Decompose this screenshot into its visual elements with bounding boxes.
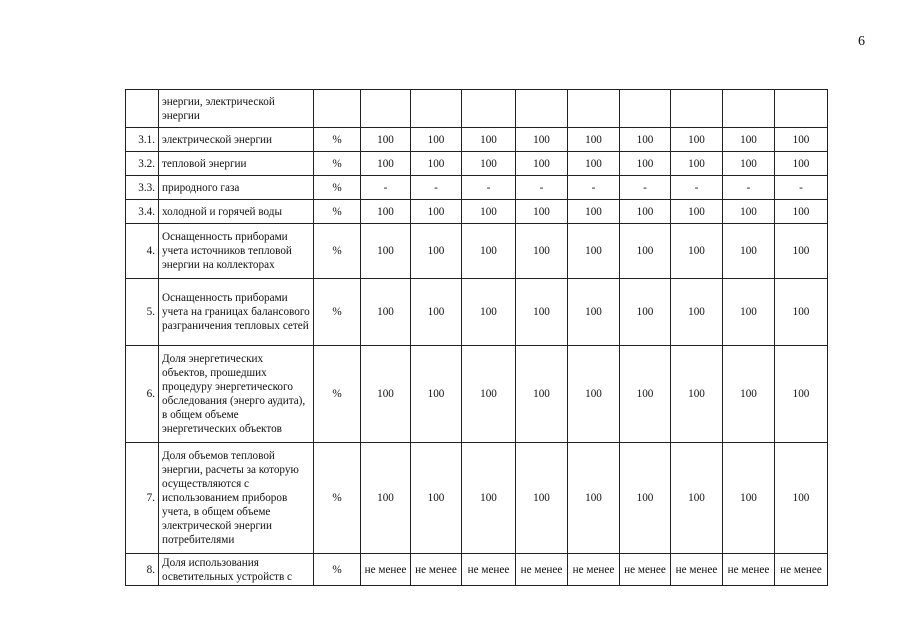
- value-cell: 100: [411, 346, 462, 443]
- row-unit: %: [314, 554, 361, 586]
- row-number: 3.3.: [126, 176, 159, 200]
- value-cell: 100: [723, 152, 775, 176]
- row-unit: %: [314, 128, 361, 152]
- value-cell: [361, 90, 411, 128]
- row-unit: [314, 90, 361, 128]
- value-cell: 100: [620, 152, 671, 176]
- value-cell: 100: [462, 346, 516, 443]
- value-cell: 100: [516, 200, 568, 224]
- table-row: [126, 554, 828, 586]
- table-row: [126, 279, 828, 346]
- row-name: Оснащенность приборами учета на границах балансового разграничения тепловых сетей: [159, 279, 314, 346]
- row-unit: %: [314, 279, 361, 346]
- value-cell: 100: [568, 224, 620, 279]
- row-number: 3.2.: [126, 152, 159, 176]
- row-name: Доля использования осветительных устройств с: [159, 554, 314, 586]
- value-cell: 100: [361, 200, 411, 224]
- value-cell: не менее: [568, 554, 620, 586]
- value-cell: 100: [516, 128, 568, 152]
- table-row: [126, 90, 828, 128]
- value-cell: [568, 90, 620, 128]
- indicators-table: [125, 89, 828, 586]
- value-cell: 100: [775, 279, 828, 346]
- row-unit: %: [314, 346, 361, 443]
- value-cell: 100: [775, 152, 828, 176]
- row-number: 3.1.: [126, 128, 159, 152]
- value-cell: 100: [462, 224, 516, 279]
- value-cell: 100: [671, 279, 723, 346]
- value-cell: -: [620, 176, 671, 200]
- row-name: холодной и горячей воды: [159, 200, 314, 224]
- value-cell: 100: [775, 443, 828, 554]
- table-row: [126, 443, 828, 554]
- value-cell: 100: [462, 200, 516, 224]
- value-cell: [671, 90, 723, 128]
- row-number: 7.: [126, 443, 159, 554]
- value-cell: 100: [723, 128, 775, 152]
- row-number: [126, 90, 159, 128]
- value-cell: 100: [411, 200, 462, 224]
- value-cell: -: [516, 176, 568, 200]
- value-cell: 100: [361, 346, 411, 443]
- value-cell: 100: [620, 200, 671, 224]
- value-cell: 100: [568, 443, 620, 554]
- value-cell: 100: [620, 346, 671, 443]
- value-cell: 100: [516, 224, 568, 279]
- value-cell: -: [723, 176, 775, 200]
- row-number: 3.4.: [126, 200, 159, 224]
- value-cell: 100: [462, 279, 516, 346]
- value-cell: 100: [361, 279, 411, 346]
- row-unit: %: [314, 176, 361, 200]
- row-name: Доля объемов тепловой энергии, расчеты за которую осуществляются с использованием приборов учета, в общем объеме электрической энергии потребителями: [159, 443, 314, 554]
- table-row: [126, 200, 828, 224]
- row-unit: %: [314, 224, 361, 279]
- value-cell: 100: [723, 279, 775, 346]
- value-cell: не менее: [411, 554, 462, 586]
- table-row: [126, 176, 828, 200]
- value-cell: 100: [411, 224, 462, 279]
- value-cell: 100: [516, 279, 568, 346]
- value-cell: 100: [671, 346, 723, 443]
- value-cell: 100: [462, 152, 516, 176]
- row-name: Доля энергетических объектов, прошедших процедуру энергетического обследования (энерго аудита), в общем объеме энергетических объектов: [159, 346, 314, 443]
- value-cell: 100: [671, 443, 723, 554]
- row-name: природного газа: [159, 176, 314, 200]
- value-cell: 100: [568, 200, 620, 224]
- row-name: электрической энергии: [159, 128, 314, 152]
- value-cell: [462, 90, 516, 128]
- value-cell: [620, 90, 671, 128]
- value-cell: 100: [620, 128, 671, 152]
- value-cell: не менее: [462, 554, 516, 586]
- value-cell: не менее: [361, 554, 411, 586]
- value-cell: 100: [775, 200, 828, 224]
- value-cell: 100: [620, 443, 671, 554]
- value-cell: -: [671, 176, 723, 200]
- value-cell: не менее: [671, 554, 723, 586]
- value-cell: 100: [671, 224, 723, 279]
- value-cell: 100: [568, 346, 620, 443]
- value-cell: 100: [671, 128, 723, 152]
- value-cell: 100: [411, 443, 462, 554]
- value-cell: 100: [775, 128, 828, 152]
- row-unit: %: [314, 152, 361, 176]
- value-cell: [411, 90, 462, 128]
- value-cell: 100: [516, 152, 568, 176]
- value-cell: [516, 90, 568, 128]
- value-cell: не менее: [723, 554, 775, 586]
- row-unit: %: [314, 443, 361, 554]
- value-cell: 100: [671, 200, 723, 224]
- value-cell: не менее: [620, 554, 671, 586]
- value-cell: 100: [361, 152, 411, 176]
- value-cell: не менее: [775, 554, 828, 586]
- value-cell: [723, 90, 775, 128]
- row-unit: %: [314, 200, 361, 224]
- value-cell: -: [411, 176, 462, 200]
- value-cell: 100: [775, 224, 828, 279]
- table-row: [126, 224, 828, 279]
- value-cell: 100: [411, 152, 462, 176]
- value-cell: 100: [671, 152, 723, 176]
- value-cell: -: [775, 176, 828, 200]
- value-cell: 100: [568, 279, 620, 346]
- value-cell: 100: [723, 200, 775, 224]
- value-cell: 100: [516, 443, 568, 554]
- value-cell: 100: [462, 128, 516, 152]
- value-cell: 100: [568, 152, 620, 176]
- table-row: [126, 346, 828, 443]
- row-number: 6.: [126, 346, 159, 443]
- value-cell: 100: [516, 346, 568, 443]
- value-cell: не менее: [516, 554, 568, 586]
- value-cell: 100: [462, 443, 516, 554]
- row-name: Оснащенность приборами учета источников тепловой энергии на коллекторах: [159, 224, 314, 279]
- page-number: 6: [858, 34, 865, 49]
- value-cell: 100: [723, 224, 775, 279]
- value-cell: 100: [775, 346, 828, 443]
- value-cell: 100: [723, 443, 775, 554]
- row-number: 8.: [126, 554, 159, 586]
- value-cell: 100: [361, 128, 411, 152]
- row-name: тепловой энергии: [159, 152, 314, 176]
- value-cell: 100: [411, 128, 462, 152]
- value-cell: -: [462, 176, 516, 200]
- value-cell: 100: [723, 346, 775, 443]
- value-cell: 100: [361, 443, 411, 554]
- value-cell: 100: [568, 128, 620, 152]
- value-cell: 100: [620, 279, 671, 346]
- table-row: [126, 128, 828, 152]
- row-number: 4.: [126, 224, 159, 279]
- value-cell: 100: [411, 279, 462, 346]
- row-number: 5.: [126, 279, 159, 346]
- value-cell: 100: [361, 224, 411, 279]
- row-name: энергии, электрической энергии: [159, 90, 314, 128]
- value-cell: -: [361, 176, 411, 200]
- value-cell: -: [568, 176, 620, 200]
- table-row: [126, 152, 828, 176]
- value-cell: [775, 90, 828, 128]
- value-cell: 100: [620, 224, 671, 279]
